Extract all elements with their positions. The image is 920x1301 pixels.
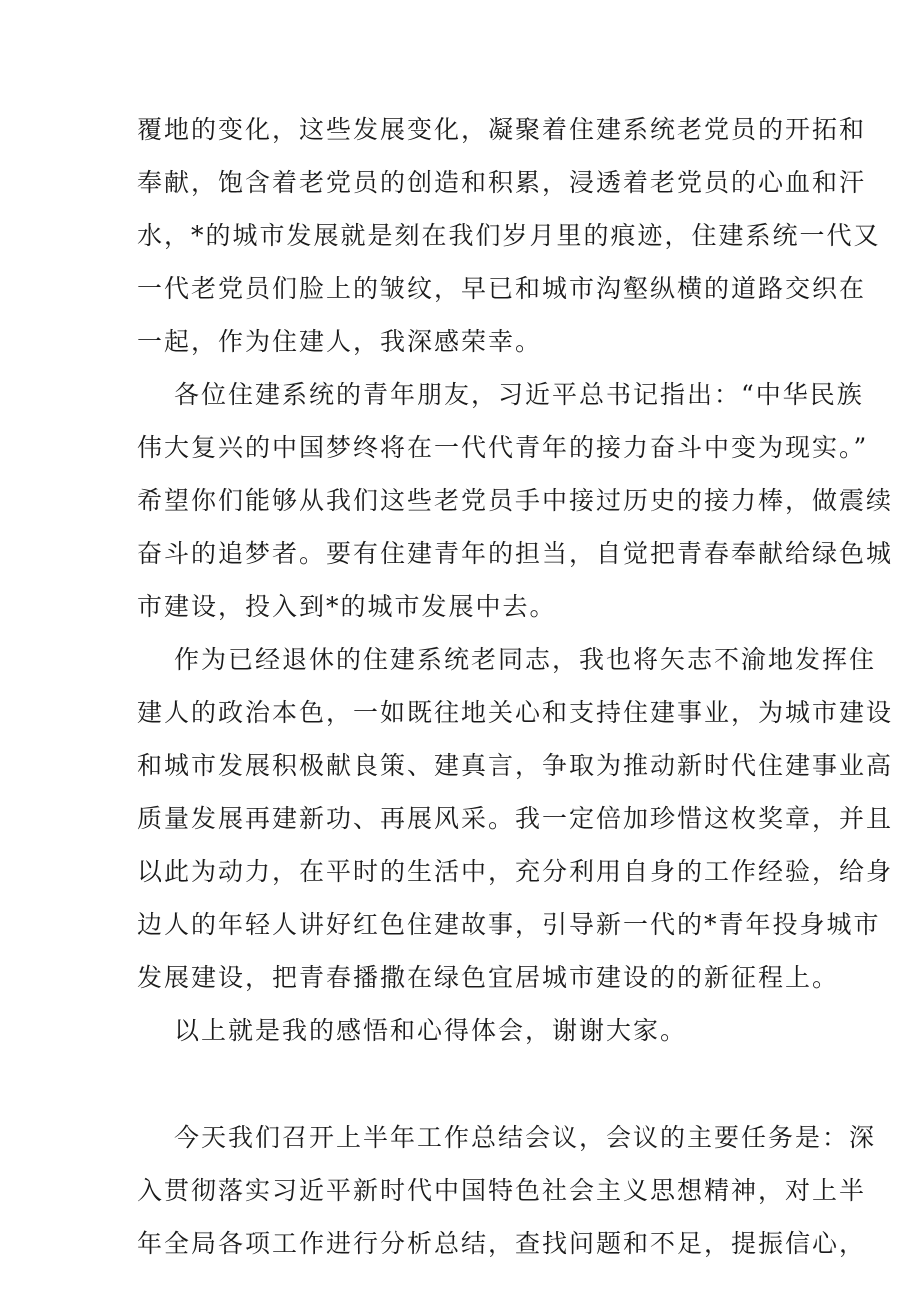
text-line: 奉献，饱含着老党员的创造和积累，浸透着老党员的心血和汗 <box>137 168 867 197</box>
text-line: 一代老党员们脸上的皱纹，早已和城市沟壑纵横的道路交织在 <box>137 274 867 303</box>
paragraph-start-line: 作为已经退休的住建系统老同志，我也将矢志不渝地发挥住 <box>174 645 877 674</box>
text-line: 质量发展再建新功、再展风采。我一定倍加珍惜这枚奖章，并且 <box>137 804 894 833</box>
text-line: 覆地的变化，这些发展变化，凝聚着住建系统老党员的开拓和 <box>137 115 867 144</box>
paragraph-start-line: 各位住建系统的青年朋友，习近平总书记指出：“中华民族 <box>174 380 864 409</box>
text-line: 一起，作为住建人，我深感荣幸。 <box>137 327 543 356</box>
text-line: 和城市发展积极献良策、建真言，争取为推动新时代住建事业高 <box>137 751 894 780</box>
text-line: 奋斗的追梦者。要有住建青年的担当，自觉把青春奉献给绿色城 <box>137 539 894 568</box>
text-line: 伟大复兴的中国梦终将在一代代青年的接力奋斗中变为现实。” <box>137 433 869 462</box>
paragraph-start-line: 以上就是我的感悟和心得体会，谢谢大家。 <box>174 1016 688 1045</box>
text-line: 以此为动力，在平时的生活中，充分利用自身的工作经验，给身 <box>137 857 894 886</box>
text-line: 建人的政治本色，一如既往地关心和支持住建事业，为城市建设 <box>137 698 894 727</box>
text-line: 发展建设，把青春播撒在绿色宜居城市建设的的新征程上。 <box>137 963 840 992</box>
text-line: 年全局各项工作进行分析总结，查找问题和不足，提振信心， <box>137 1229 867 1258</box>
text-line: 边人的年轻人讲好红色住建故事，引导新一代的*青年投身城市 <box>137 910 881 939</box>
text-line: 市建设，投入到*的城市发展中去。 <box>137 592 557 621</box>
text-line: 入贯彻落实习近平新时代中国特色社会主义思想精神，对上半 <box>137 1176 867 1205</box>
paragraph-start-line: 今天我们召开上半年工作总结会议，会议的主要任务是：深 <box>174 1123 877 1152</box>
text-line: 希望你们能够从我们这些老党员手中接过历史的接力棒，做震续 <box>137 486 894 515</box>
text-line: 水，*的城市发展就是刻在我们岁月里的痕迹，住建系统一代又 <box>137 221 881 250</box>
